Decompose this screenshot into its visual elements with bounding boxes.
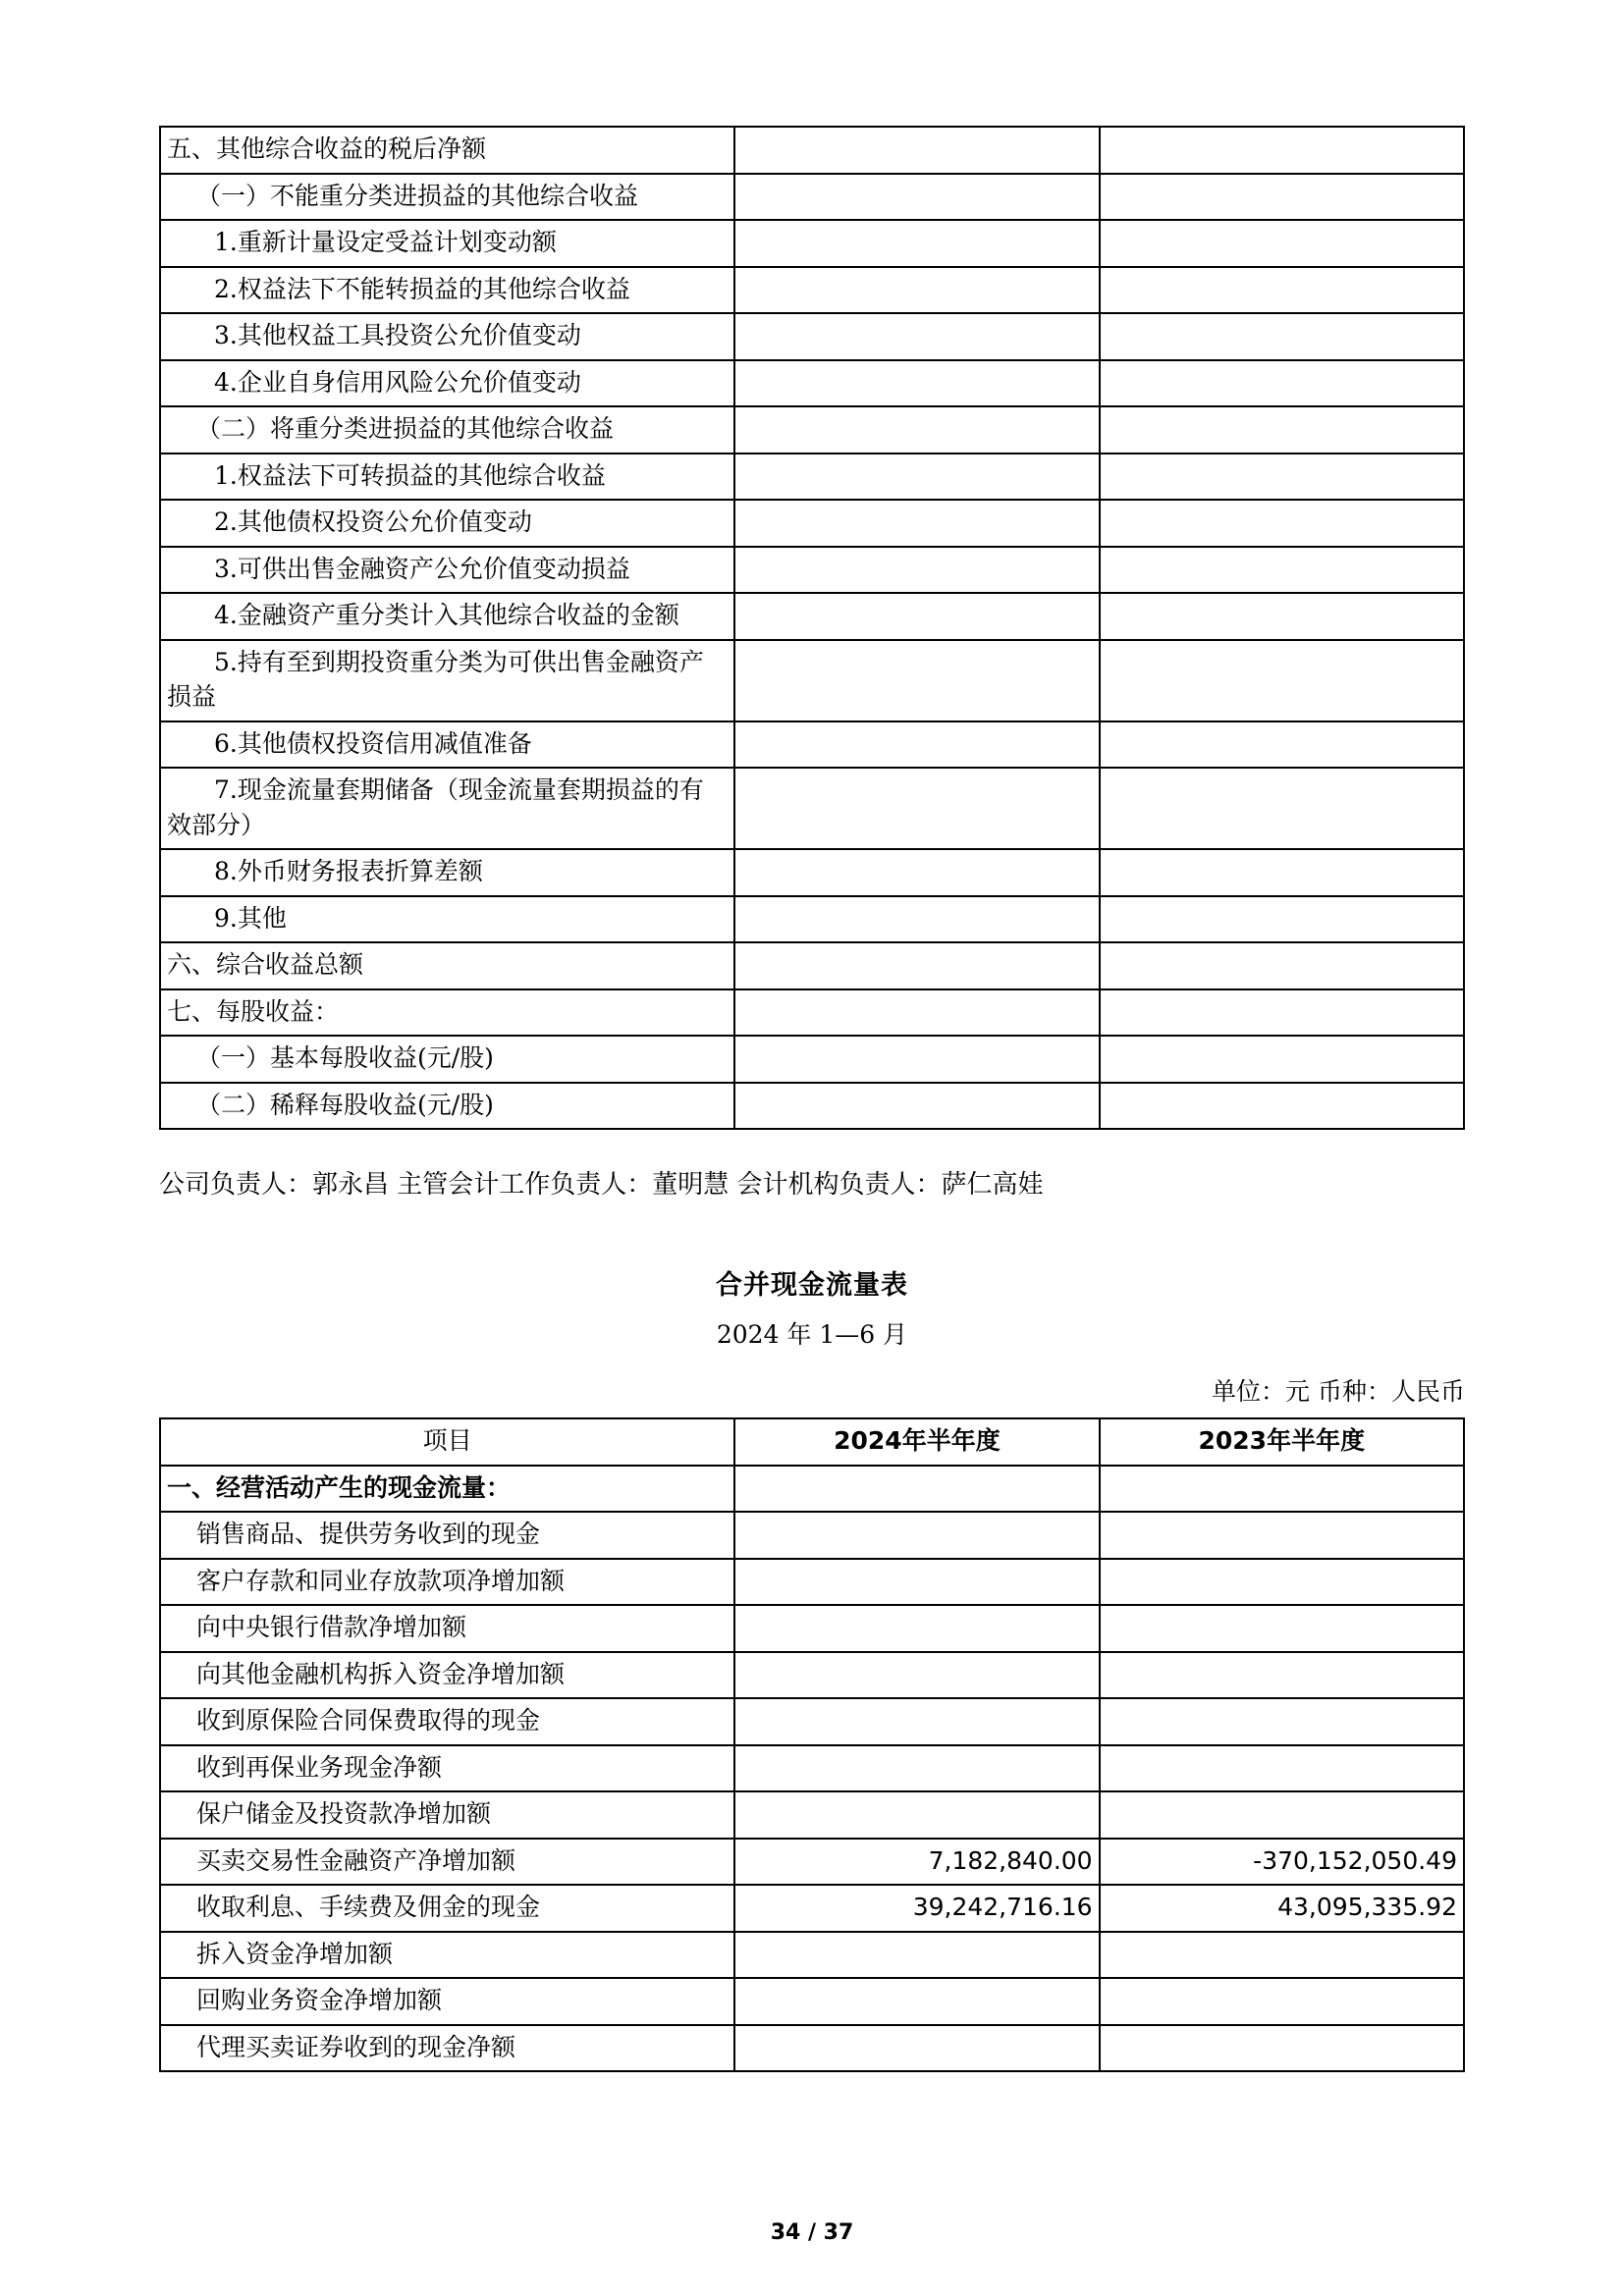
row-value-previous <box>1100 640 1464 721</box>
table-row <box>160 1932 1464 1979</box>
table-row <box>160 174 1464 221</box>
row-value-current <box>734 1512 1099 1559</box>
row-value-previous <box>1100 1466 1464 1513</box>
row-value-current <box>734 640 1099 721</box>
row-label: 七、每股收益： <box>167 996 340 1026</box>
row-label: （二）将重分类进损益的其他综合收益 <box>196 414 615 443</box>
row-value-current <box>734 500 1099 547</box>
row-label-cell <box>160 721 734 769</box>
row-label: （一）不能重分类进损益的其他综合收益 <box>196 181 639 210</box>
table-row <box>160 721 1464 769</box>
row-label: 4.企业自身信用风险公允价值变动 <box>214 367 581 397</box>
row-value-current <box>734 1466 1099 1513</box>
table-row <box>160 313 1464 360</box>
row-label: 买卖交易性金融资产净增加额 <box>196 1845 516 1875</box>
income-statement-body <box>160 127 1464 1129</box>
table-row <box>160 1885 1464 1932</box>
row-label: 客户存款和同业存放款项净增加额 <box>196 1566 566 1595</box>
table-row <box>160 1791 1464 1839</box>
row-value-current <box>734 1978 1099 2025</box>
table-row <box>160 896 1464 943</box>
row-label-cell <box>160 1512 734 1559</box>
row-value-previous <box>1100 1036 1464 1083</box>
row-value-current <box>734 1036 1099 1083</box>
row-value-current <box>734 1698 1099 1745</box>
row-label-cell <box>160 1885 734 1932</box>
row-value-current <box>734 896 1099 943</box>
table-row <box>160 360 1464 407</box>
table-row <box>160 1698 1464 1745</box>
row-value-current <box>734 454 1099 501</box>
row-label-cell <box>160 500 734 547</box>
row-label: 5.持有至到期投资重分类为可供出售金融资产损益 <box>167 647 704 711</box>
row-label: （一）基本每股收益(元/股) <box>196 1043 494 1072</box>
row-value-previous: -370,152,050.49 <box>1100 1839 1464 1886</box>
row-label-cell <box>160 1978 734 2025</box>
row-label-cell <box>160 768 734 849</box>
row-label: 一、经营活动产生的现金流量： <box>167 1472 512 1502</box>
row-label: 代理买卖证券收到的现金净额 <box>196 2032 516 2061</box>
table-row <box>160 1083 1464 1130</box>
cash-flow-unit-line: 单位：元 币种：人民币 <box>1212 1377 1465 1407</box>
row-label-cell <box>160 1745 734 1792</box>
table-row <box>160 942 1464 989</box>
cash-flow-statement-table <box>159 1417 1465 2072</box>
row-value-current <box>734 127 1099 174</box>
row-value-previous <box>1100 896 1464 943</box>
row-value-previous <box>1100 593 1464 640</box>
row-value-previous <box>1100 721 1464 769</box>
table-row <box>160 849 1464 896</box>
row-value-previous <box>1100 1745 1464 1792</box>
row-label-cell <box>160 547 734 594</box>
table-row <box>160 989 1464 1037</box>
column-header-current-period: 2024年半年度 <box>734 1418 1099 1466</box>
row-value-previous <box>1100 174 1464 221</box>
row-value-current <box>734 593 1099 640</box>
row-label: 五、其他综合收益的税后净额 <box>167 134 487 163</box>
row-value-previous <box>1100 1083 1464 1130</box>
table-row <box>160 1559 1464 1606</box>
row-label-cell <box>160 942 734 989</box>
row-value-previous <box>1100 1978 1464 2025</box>
row-label: 拆入资金净增加额 <box>196 1939 394 1968</box>
table-row <box>160 1466 1464 1513</box>
signatures-line: 公司负责人：郭永昌 主管会计工作负责人：董明慧 会计机构负责人：萨仁高娃 <box>159 1170 1044 1200</box>
row-value-previous <box>1100 220 1464 267</box>
row-value-previous <box>1100 942 1464 989</box>
row-value-current <box>734 1605 1099 1652</box>
table-row <box>160 1036 1464 1083</box>
row-value-current <box>734 313 1099 360</box>
row-label-cell <box>160 220 734 267</box>
table-row <box>160 1839 1464 1886</box>
row-label: 4.金融资产重分类计入其他综合收益的金额 <box>214 601 679 629</box>
row-label-cell <box>160 267 734 314</box>
row-label-cell <box>160 896 734 943</box>
row-label: 1.权益法下可转损益的其他综合收益 <box>214 460 606 490</box>
table-row <box>160 1512 1464 1559</box>
row-label: 7.现金流量套期储备（现金流量套期损益的有效部分） <box>167 775 704 839</box>
row-label-cell <box>160 989 734 1037</box>
cash-flow-head <box>160 1418 1464 1466</box>
row-label-cell <box>160 1559 734 1606</box>
row-value-current <box>734 2025 1099 2072</box>
table-row <box>160 1978 1464 2025</box>
row-label: 向其他金融机构拆入资金净增加额 <box>196 1659 566 1688</box>
row-value-previous <box>1100 267 1464 314</box>
row-value-previous <box>1100 1652 1464 1699</box>
row-value-previous <box>1100 454 1464 501</box>
table-row <box>160 500 1464 547</box>
row-label: 六、综合收益总额 <box>167 950 364 979</box>
table-row <box>160 640 1464 721</box>
row-label: 收到再保业务现金净额 <box>196 1752 443 1782</box>
cash-flow-title: 合并现金流量表 <box>716 1270 908 1302</box>
table-row <box>160 768 1464 849</box>
row-label: 收到原保险合同保费取得的现金 <box>196 1706 541 1735</box>
table-row <box>160 2025 1464 2072</box>
row-label-cell <box>160 1791 734 1839</box>
row-value-current <box>734 1559 1099 1606</box>
row-value-current <box>734 1083 1099 1130</box>
row-label-cell <box>160 406 734 454</box>
row-value-previous <box>1100 849 1464 896</box>
row-value-previous <box>1100 406 1464 454</box>
row-value-previous: 43,095,335.92 <box>1100 1885 1464 1932</box>
table-row <box>160 1652 1464 1699</box>
row-label: 向中央银行借款净增加额 <box>196 1613 467 1642</box>
row-value-previous <box>1100 1791 1464 1839</box>
row-value-current <box>734 547 1099 594</box>
row-value-current <box>734 1745 1099 1792</box>
top-spacer <box>0 0 1624 126</box>
row-label: 2.权益法下不能转损益的其他综合收益 <box>214 274 630 303</box>
row-label-cell <box>160 1839 734 1886</box>
row-value-previous <box>1100 1512 1464 1559</box>
table-row <box>160 406 1464 454</box>
row-label-cell <box>160 1466 734 1513</box>
row-value-previous <box>1100 1559 1464 1606</box>
row-value-previous <box>1100 2025 1464 2072</box>
table-row <box>160 593 1464 640</box>
row-value-current <box>734 1652 1099 1699</box>
column-header-previous-period: 2023年半年度 <box>1100 1418 1464 1466</box>
row-value-previous <box>1100 1605 1464 1652</box>
cash-flow-body <box>160 1466 1464 2072</box>
row-label: 保户储金及投资款净增加额 <box>196 1799 492 1829</box>
row-label: 回购业务资金净增加额 <box>196 1986 443 2015</box>
row-label-cell <box>160 849 734 896</box>
row-value-current <box>734 768 1099 849</box>
row-label-cell <box>160 1698 734 1745</box>
table-row <box>160 1745 1464 1792</box>
row-label: 销售商品、提供劳务收到的现金 <box>196 1520 541 1549</box>
table-row <box>160 454 1464 501</box>
row-label-cell <box>160 1652 734 1699</box>
table-row <box>160 220 1464 267</box>
row-value-previous <box>1100 127 1464 174</box>
row-value-current <box>734 849 1099 896</box>
row-value-current <box>734 989 1099 1037</box>
row-label-cell <box>160 174 734 221</box>
page-number-footer: 34 / 37 <box>770 2220 854 2245</box>
row-label: 9.其他 <box>214 903 287 933</box>
row-value-current <box>734 174 1099 221</box>
row-label-cell <box>160 454 734 501</box>
row-value-previous <box>1100 313 1464 360</box>
row-label: 3.其他权益工具投资公允价值变动 <box>214 321 581 349</box>
row-label-cell <box>160 593 734 640</box>
row-label: 6.其他债权投资信用减值准备 <box>214 728 532 758</box>
table-header-row <box>160 1418 1464 1466</box>
table-row <box>160 1605 1464 1652</box>
row-label-cell <box>160 360 734 407</box>
income-statement-table <box>159 126 1465 1130</box>
row-value-current: 7,182,840.00 <box>734 1839 1099 1886</box>
column-header-item: 项目 <box>160 1418 734 1466</box>
row-value-previous <box>1100 360 1464 407</box>
row-value-current <box>734 1932 1099 1979</box>
row-value-current <box>734 1791 1099 1839</box>
row-label-cell <box>160 1036 734 1083</box>
row-value-current <box>734 406 1099 454</box>
row-label: 收取利息、手续费及佣金的现金 <box>196 1893 541 1922</box>
row-label-cell <box>160 2025 734 2072</box>
row-label: 1.重新计量设定受益计划变动额 <box>214 228 557 256</box>
row-value-previous <box>1100 547 1464 594</box>
row-label-cell <box>160 1932 734 1979</box>
row-value-current <box>734 360 1099 407</box>
row-label-cell <box>160 313 734 360</box>
row-value-previous <box>1100 989 1464 1037</box>
row-label: 2.其他债权投资公允价值变动 <box>214 507 532 536</box>
row-value-current <box>734 220 1099 267</box>
cash-flow-period: 2024 年 1—6 月 <box>716 1320 908 1350</box>
row-value-previous <box>1100 1932 1464 1979</box>
row-value-previous <box>1100 768 1464 849</box>
row-label-cell <box>160 1083 734 1130</box>
table-row <box>160 267 1464 314</box>
row-label-cell <box>160 127 734 174</box>
row-label: （二）稀释每股收益(元/股) <box>196 1090 494 1119</box>
row-label: 3.可供出售金融资产公允价值变动损益 <box>214 554 630 583</box>
row-value-previous <box>1100 500 1464 547</box>
row-value-current <box>734 267 1099 314</box>
table-row <box>160 547 1464 594</box>
row-value-current: 39,242,716.16 <box>734 1885 1099 1932</box>
row-value-previous <box>1100 1698 1464 1745</box>
row-label: 8.外币财务报表折算差额 <box>214 857 483 885</box>
row-label-cell <box>160 640 734 721</box>
row-value-current <box>734 721 1099 769</box>
row-value-current <box>734 942 1099 989</box>
table-row <box>160 127 1464 174</box>
row-label-cell <box>160 1605 734 1652</box>
